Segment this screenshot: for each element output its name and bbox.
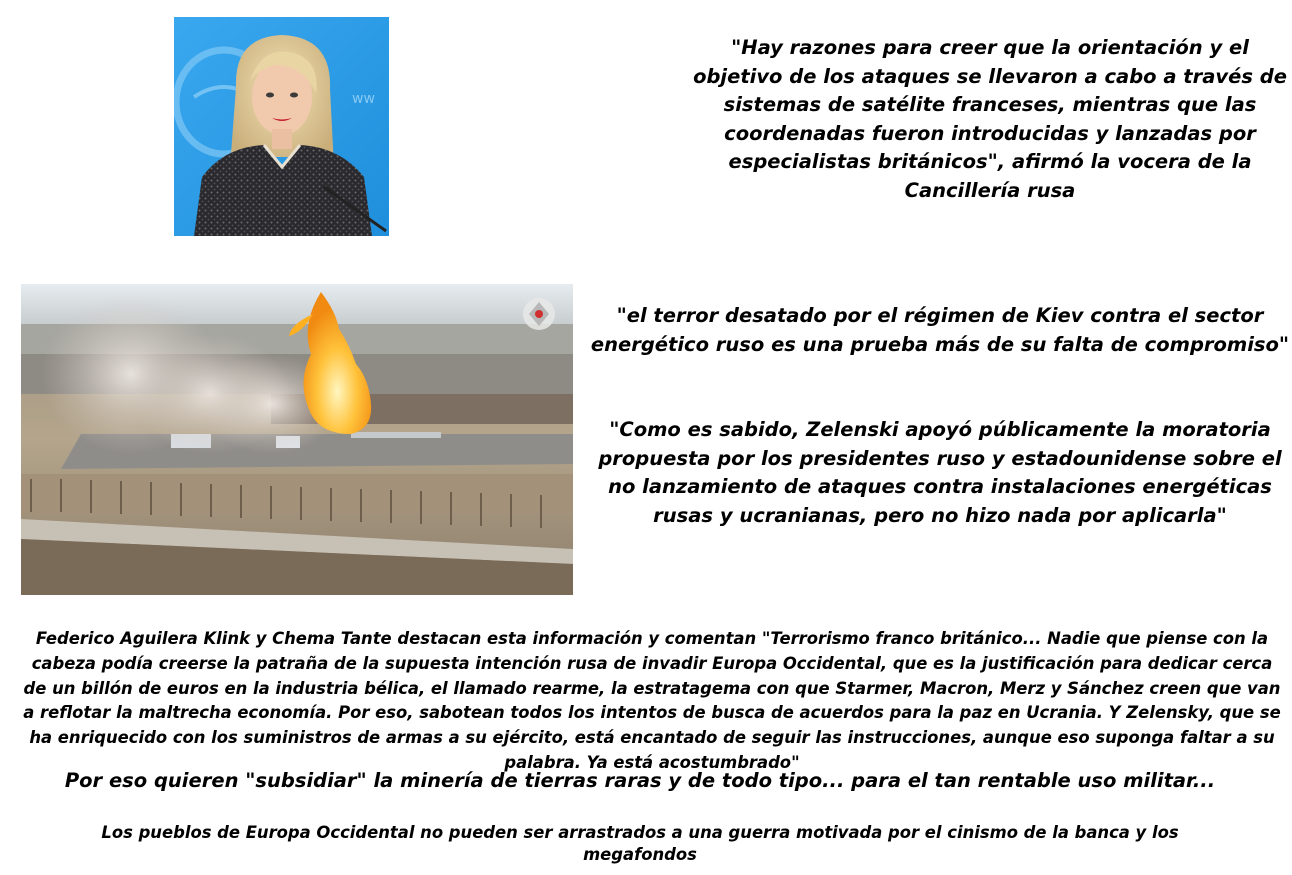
gas-facility-fire-photo [21,284,573,595]
commentary-paragraph: Federico Aguilera Klink y Chema Tante destacan esta información y comentan "Terrorismo franco británico... Nadie que piense con la cabeza podía creerse la patraña de la supuesta intención rusa de invadir Europa Occidental, que es la justificación para dedicar cerca de un billón de euros en la industria bélica, el llamado rearme, la estratagema con que Starmer, Macron, Merz y Sánchez creen que van a reflotar la maltrecha economía. Por eso, sabotean todos los intentos de busca de acuerdos para la paz en Ucrania. Y Zelensky, que se ha enriquecido con los suministros de armas a su ejército, está encantado de seguir las instrucciones, aunque eso suponga faltar a su palabra. Ya está acostumbrado" [23,629,1281,772]
quote-zelenski-moratoria: "Como es sabido, Zelenski apoyó públicamente la moratoria propuesta por los presidentes ruso y estadounidense sobre el no lanzamiento de ataques contra instalaciones energéticas rusas y ucranianas, pero no hizo nada por aplicarla" [598,418,1282,527]
fire-illustration [21,284,573,595]
closing-line-rare-earths: Por eso quieren "subsidiar" la minería de tierras raras y de todo tipo... para el tan rentable uso militar... [64,769,1216,792]
quote-satellite-systems: "Hay razones para creer que la orientación y el objetivo de los ataques se llevaron a cabo a través de sistemas de satélite franceses, mientras que las coordenadas fueron introducidas y lanzadas por especialistas británicos", afirmó la vocera de la Cancillería rusa [693,36,1287,202]
defense-ministry-emblem-icon [523,298,555,330]
svg-text:ww: ww [352,91,375,107]
spokeswoman-portrait-photo [174,17,389,236]
closing-line-europe-peoples: Los pueblos de Europa Occidental no pueden ser arrastrados a una guerra motivada por el cinismo de la banca y los megafondos [101,823,1179,864]
quote-kiev-terror: "el terror desatado por el régimen de Kiev contra el sector energético ruso es una prueba más de su falta de compromiso" [590,304,1290,356]
portrait-illustration [174,17,389,236]
